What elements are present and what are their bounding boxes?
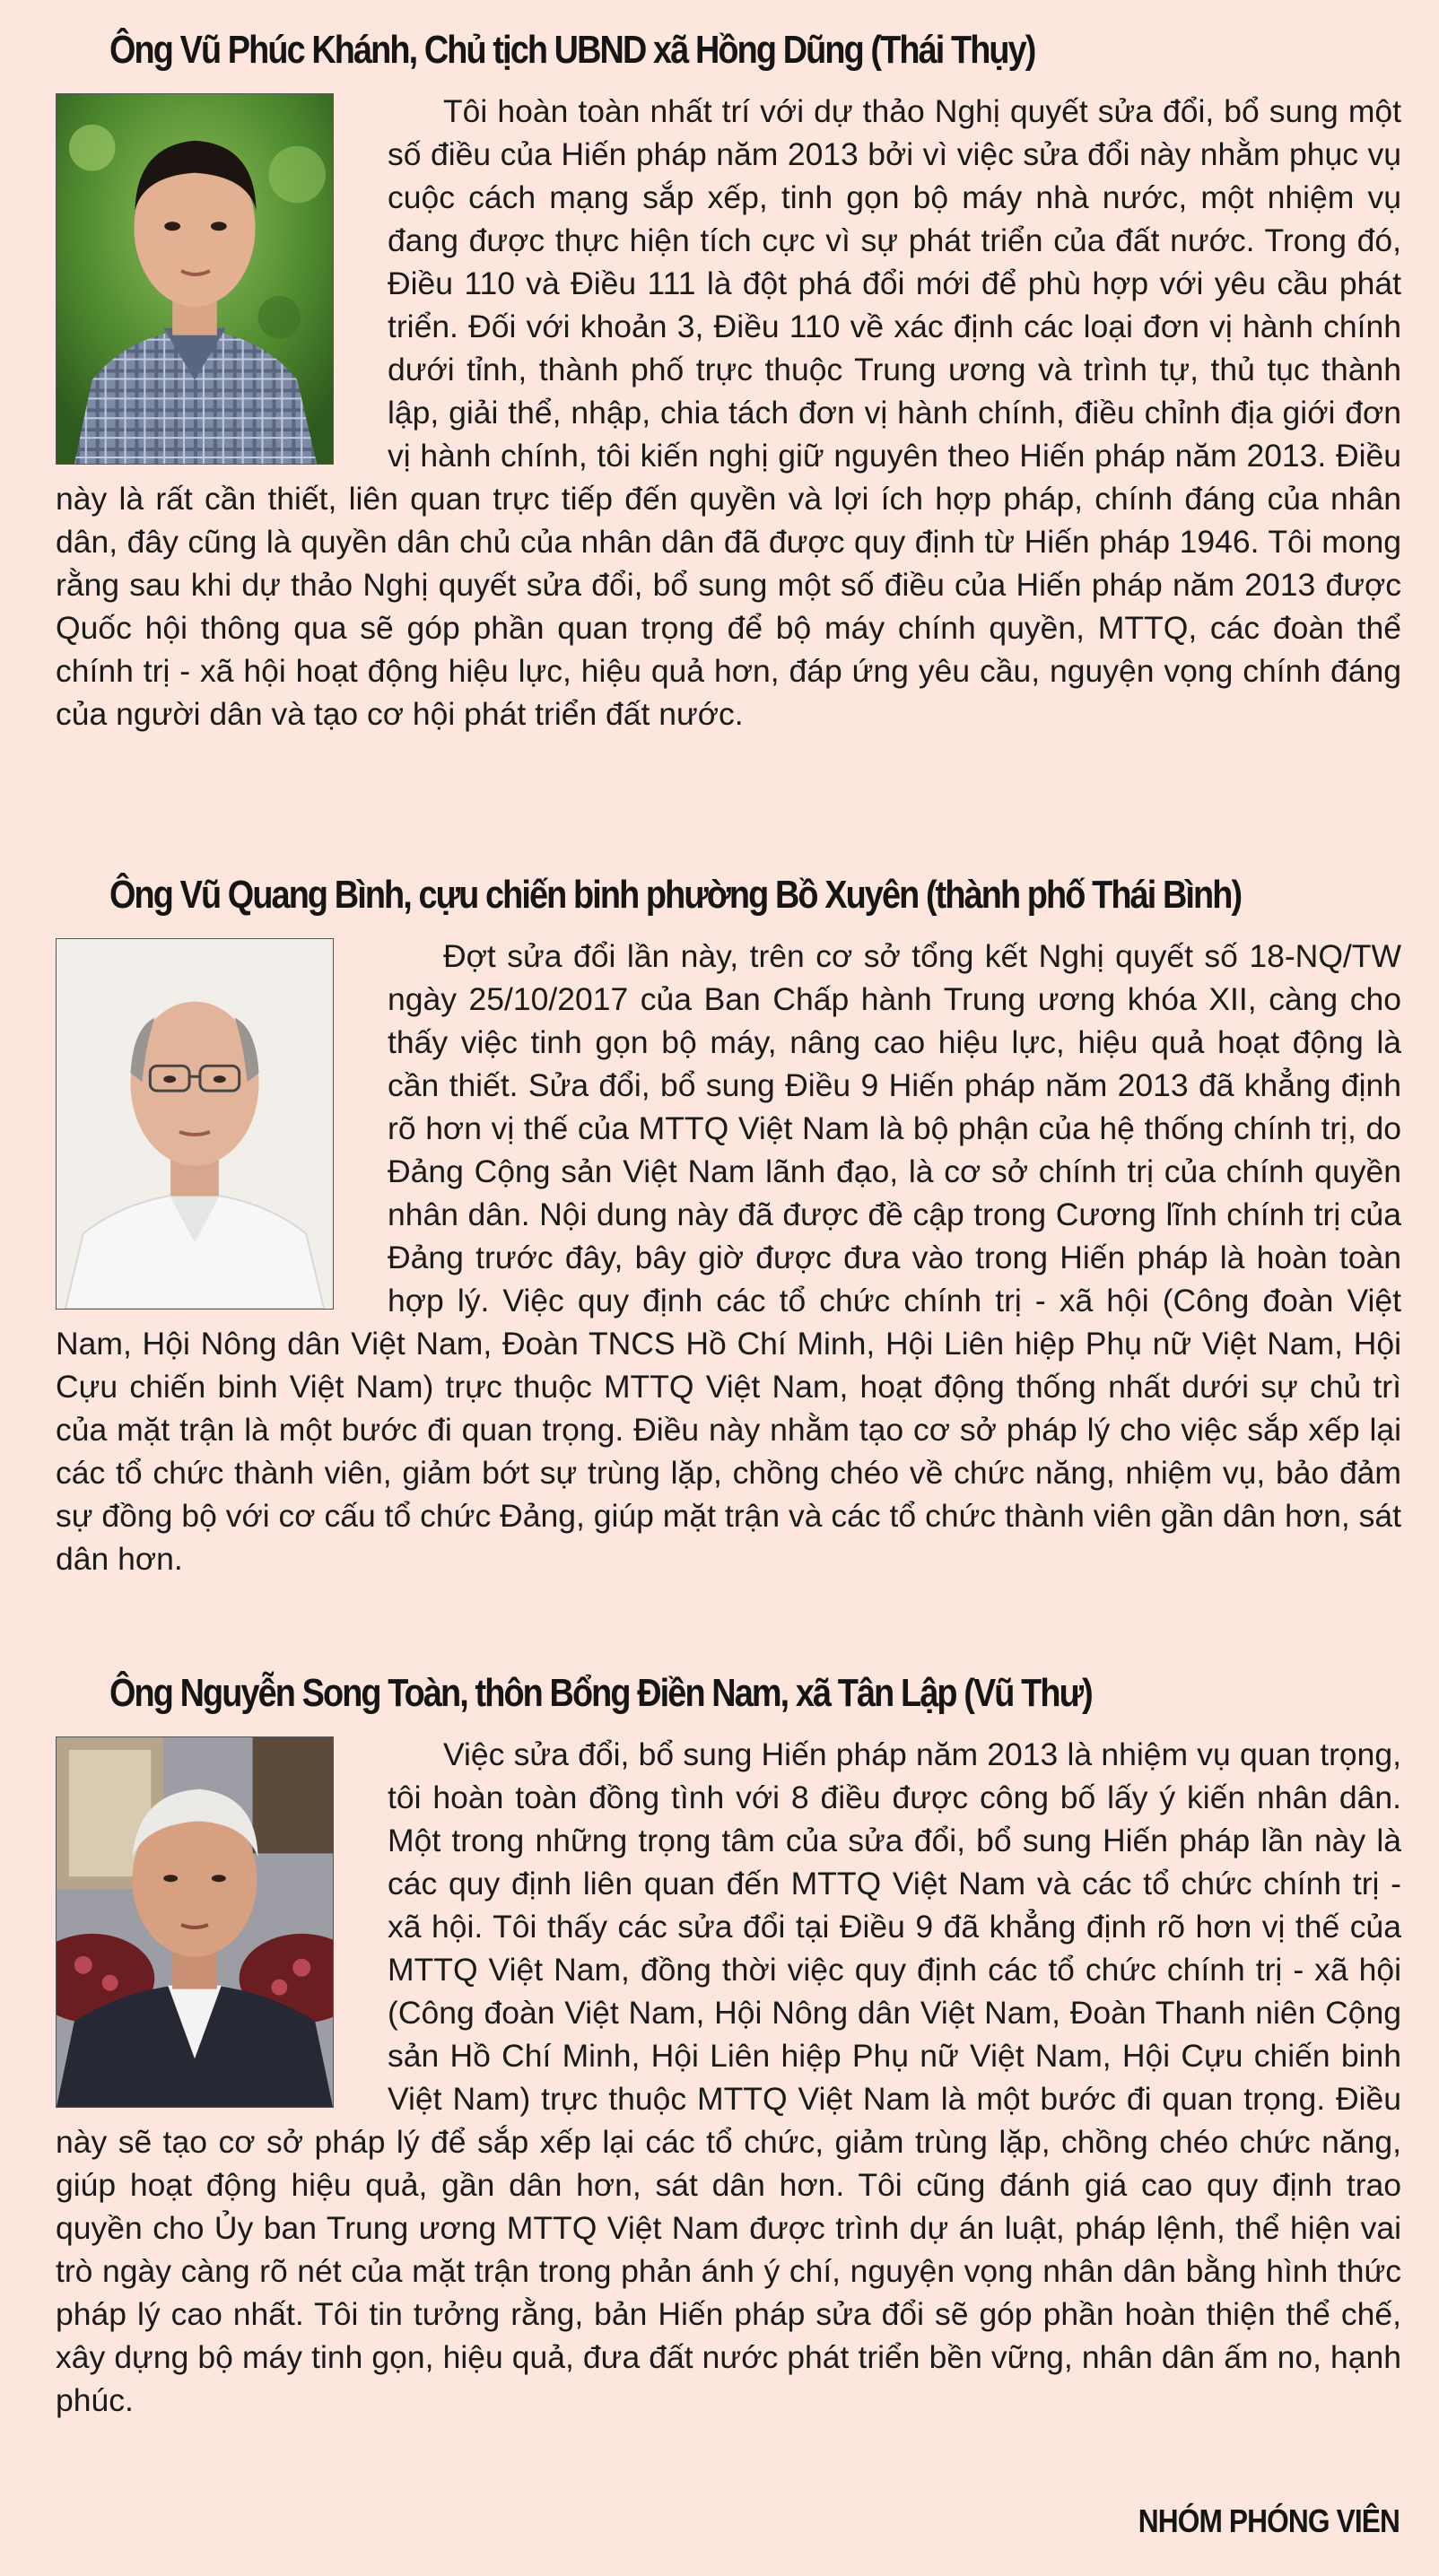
section-heading: Ông Vũ Quang Bình, cựu chiến binh phường Bồ Xuyên (thành phố Thái Bình) bbox=[109, 873, 1242, 917]
section-body: Đợt sửa đổi lần này, trên cơ sở tổng kết Nghị quyết số 18-NQ/TW ngày 25/10/2017 của Ban Chấp hành Trung ương khóa XII, càng cho thấy việc tinh gọn bộ máy, nâng cao hiệu lực, hiệu quả hoạt động là cần thiết. Sửa đổi, bổ sung Điều 9 Hiến pháp năm 2013 đã khẳng định rõ hơn vị thế của MTTQ Việt Nam là bộ phận của hệ thống chính trị, do Đảng Cộng sản Việt Nam lãnh đạo, là cơ sở chính trị của chính quyền nhân dân. Nội dung này đã được đề cập trong Cương lĩnh chính trị của Đảng trước đây, bây giờ được đưa vào trong Hiến pháp là hoàn toàn hợp lý. Việc quy định các tổ chức chính trị - xã hội (Công đoàn Việt Nam, Hội Nông dân Việt Nam, Đoàn TNCS Hồ Chí Minh, Hội Liên hiệp Phụ nữ Việt Nam, Hội Cựu chiến binh Việt Nam) trực thuộc MTTQ Việt Nam, hoạt động thống nhất dưới sự chủ trì của mặt trận là một bước đi quan trọng. Điều này nhằm tạo cơ sở pháp lý cho việc sắp xếp lại các tổ chức thành viên, giảm bớt sự trùng lặp, chồng chéo về chức năng, nhiệm vụ, bảo đảm sự đồng bộ với cơ cấu tổ chức Đảng, giúp mặt trận và các tổ chức thành viên gần dân hơn, sát dân hơn. bbox=[56, 938, 1401, 1577]
section-body-block bbox=[56, 1733, 1401, 2422]
interview-section-3 bbox=[56, 1668, 1401, 2422]
section-body-block bbox=[56, 935, 1401, 1580]
portrait-photo-3 bbox=[56, 1736, 334, 2108]
interview-section-2 bbox=[56, 870, 1401, 1580]
portrait-man-glasses bbox=[57, 939, 333, 1309]
section-body-block bbox=[56, 90, 1401, 735]
section-body: Việc sửa đổi, bổ sung Hiến pháp năm 2013 là nhiệm vụ quan trọng, tôi hoàn toàn đồng tình với 8 điều được công bố lấy ý kiến nhân dân. Một trong những trọng tâm của sửa đổi, bổ sung Hiến pháp lần này là các quy định liên quan đến MTTQ Việt Nam và các tổ chức chính trị - xã hội. Tôi thấy các sửa đổi tại Điều 9 đã khẳng định rõ hơn vị thế của MTTQ Việt Nam, đồng thời việc quy định các tổ chức chính trị - xã hội (Công đoàn Việt Nam, Hội Nông dân Việt Nam, Đoàn Thanh niên Cộng sản Hồ Chí Minh, Hội Liên hiệp Phụ nữ Việt Nam, Hội Cựu chiến binh Việt Nam) trực thuộc MTTQ Việt Nam là một bước đi quan trọng. Điều này sẽ tạo cơ sở pháp lý để sắp xếp lại các tổ chức, giảm trùng lặp, chồng chéo chức năng, giúp hoạt động hiệu quả, gần dân hơn, sát dân hơn. Tôi cũng đánh giá cao quy định trao quyền cho Ủy ban Trung ương MTTQ Việt Nam được trình dự án luật, pháp lệnh, thể hiện vai trò ngày càng rõ nét của mặt trận trong phản ánh ý chí, nguyện vọng nhân dân bằng hình thức pháp lý cao nhất. Tôi tin tưởng rằng, bản Hiến pháp sửa đổi sẽ góp phần hoàn thiện thể chế, xây dựng bộ máy tinh gọn, hiệu quả, đưa đất nước phát triển bền vững, nhân dân ấm no, hạnh phúc. bbox=[56, 1736, 1401, 2418]
section-heading: Ông Nguyễn Song Toàn, thôn Bổng Điền Nam, xã Tân Lập (Vũ Thư) bbox=[109, 1671, 1092, 1715]
section-heading: Ông Vũ Phúc Khánh, Chủ tịch UBND xã Hồng Dũng (Thái Thụy) bbox=[109, 28, 1035, 72]
portrait-man-green-background bbox=[57, 94, 333, 464]
portrait-man-suit bbox=[57, 1737, 333, 2107]
interview-section-1 bbox=[56, 25, 1401, 735]
section-body: Tôi hoàn toàn nhất trí với dự thảo Nghị quyết sửa đổi, bổ sung một số điều của Hiến pháp năm 2013 bởi vì việc sửa đổi này nhằm phục vụ cuộc cách mạng sắp xếp, tinh gọn bộ máy nhà nước, một nhiệm vụ đang được thực hiện tích cực vì sự phát triển của đất nước. Trong đó, Điều 110 và Điều 111 là đột phá đổi mới để phù hợp với yêu cầu phát triển. Đối với khoản 3, Điều 110 về xác định các loại đơn vị hành chính dưới tỉnh, thành phố trực thuộc Trung ương và trình tự, thủ tục thành lập, giải thể, nhập, chia tách đơn vị hành chính, điều chỉnh địa giới đơn vị hành chính, tôi kiến nghị giữ nguyên theo Hiến pháp năm 2013. Điều này là rất cần thiết, liên quan trực tiếp đến quyền và lợi ích hợp pháp, chính đáng của nhân dân, đây cũng là quyền dân chủ của nhân dân đã được quy định từ Hiến pháp 1946. Tôi mong rằng sau khi dự thảo Nghị quyết sửa đổi, bổ sung một số điều của Hiến pháp năm 2013 được Quốc hội thông qua sẽ góp phần quan trọng để bộ máy chính quyền, MTTQ, các đoàn thể chính trị - xã hội hoạt động hiệu lực, hiệu quả hơn, đáp ứng yêu cầu, nguyện vọng chính đáng của người dân và tạo cơ hội phát triển đất nước. bbox=[56, 93, 1401, 732]
portrait-photo-2 bbox=[56, 938, 334, 1310]
byline: NHÓM PHÓNG VIÊN bbox=[1138, 2502, 1400, 2539]
portrait-photo-1 bbox=[56, 93, 334, 465]
